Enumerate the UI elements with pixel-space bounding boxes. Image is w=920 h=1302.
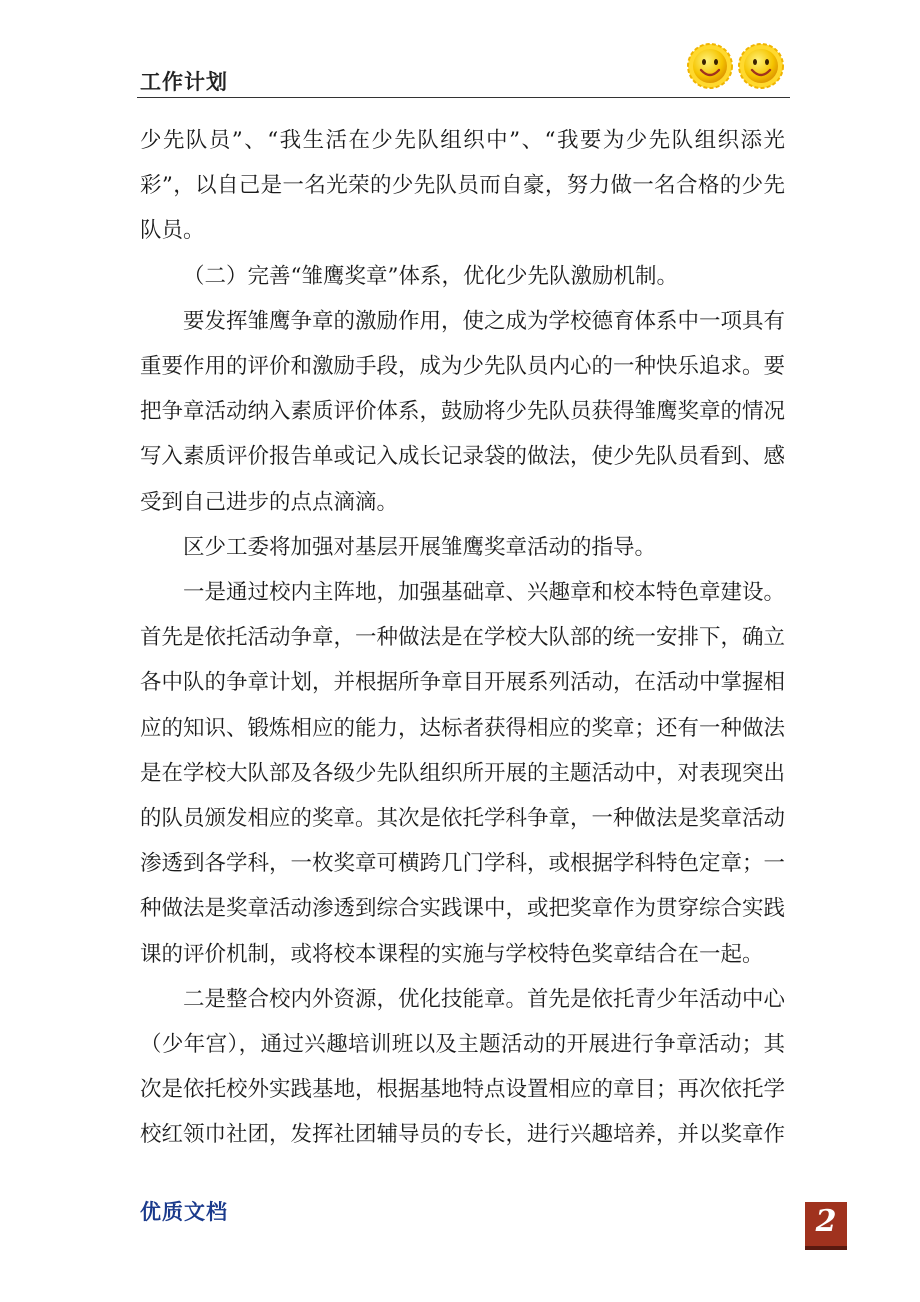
page-number-badge (805, 1202, 847, 1250)
smiley-face-icon (688, 44, 732, 88)
header-title: 工作计划 (140, 70, 228, 94)
paragraph: 少先队员”、“我生活在少先队组织中”、“我要为少先队组织添光彩”，以自己是一名光荣的少先队员而自豪，努力做一名合格的少先队员。 (140, 128, 785, 244)
section-heading: （二）完善“雏鹰奖章”体系，优化少先队激励机制。 (183, 263, 678, 289)
paragraph: 二是整合校内外资源，优化技能章。首先是依托青少年活动中心（少年宫），通过兴趣培训班以及主题活动的开展进行争章活动；其次是依托校外实践基地，根据基地特点设置相应的章目；再次依托学校红领巾社团，发挥社团辅导员的专长，进行兴趣培养，并以奖章作 (140, 986, 786, 1148)
document-body (140, 118, 785, 1158)
page-number: 2 (815, 1204, 837, 1239)
smiley-face-icon (739, 44, 783, 88)
paragraph: 要发挥雏鹰争章的激励作用，使之成为学校德育体系中一项具有重要作用的评价和激励手段，成为少先队员内心的一种快乐追求。要把争章活动纳入素质评价体系，鼓励将少先队员获得雏鹰奖章的情况写入素质评价报告单或记入成长记录袋的做法，使少先队员看到、感受到自己进步的点点滴滴。 (140, 308, 786, 515)
paragraph: 区少工委将加强对基层开展雏鹰奖章活动的指导。 (183, 534, 657, 560)
header-decoration (686, 42, 786, 90)
header-divider (137, 97, 790, 98)
footer-label: 优质文档 (140, 1200, 228, 1224)
paragraph: 一是通过校内主阵地，加强基础章、兴趣章和校本特色章建设。首先是依托活动争章，一种做法是在学校大队部的统一安排下，确立各中队的争章计划，并根据所争章目开展系列活动，在活动中掌握相应的知识、锻炼相应的能力，达标者获得相应的奖章；还有一种做法是在学校大队部及各级少先队组织所开展的主题活动中，对表现突出的队员颁发相应的奖章。其次是依托学科争章，一种做法是奖章活动渗透到各学科，一枚奖章可横跨几门学科，或根据学科特色定章；一种做法是奖章活动渗透到综合实践课中，或把奖章作为贯穿综合实践课的评价机制，或将校本课程的实施与学校特色奖章结合在一起。 (140, 580, 786, 967)
